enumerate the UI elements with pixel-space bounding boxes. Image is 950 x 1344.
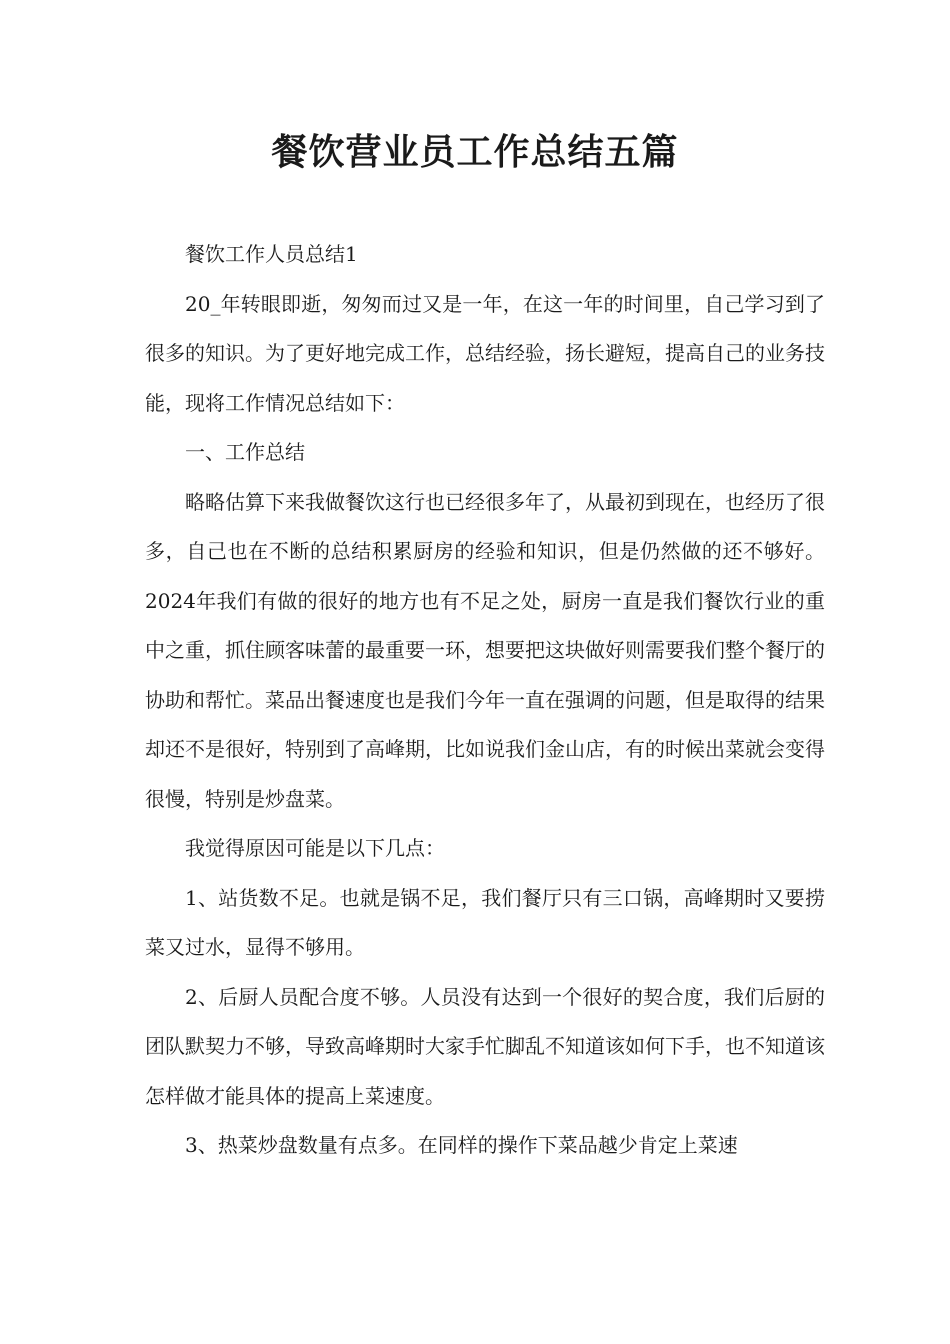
list-item: 3、热菜炒盘数量有点多。在同样的操作下菜品越少肯定上菜速 [185, 1133, 738, 1157]
list-item: 1、站货数不足。也就是锅不足，我们餐厅只有三口锅，高峰期时又要捞菜又过水，显得不够用。 [145, 885, 825, 959]
section-heading: 一、工作总结 [185, 440, 305, 464]
paragraph: 20_年转眼即逝，匆匆而过又是一年，在这一年的时间里，自己学习到了很多的知识。为了更好地完成工作，总结经验，扬长避短，提高自己的业务技能，现将工作情况总结如下： [145, 291, 825, 415]
section-heading: 餐饮工作人员总结1 [185, 242, 358, 266]
list-item: 2、后厨人员配合度不够。人员没有达到一个很好的契合度，我们后厨的团队默契力不够，导致高峰期时大家手忙脚乱不知道该如何下手，也不知道该怎样做才能具体的提高上菜速度。 [145, 984, 825, 1108]
document-body [145, 230, 825, 1171]
paragraph: 我觉得原因可能是以下几点： [185, 836, 445, 860]
document-title: 餐饮营业员工作总结五篇 [271, 132, 679, 173]
paragraph: 略略估算下来我做餐饮这行也已经很多年了，从最初到现在，也经历了很多，自己也在不断的总结积累厨房的经验和知识，但是仍然做的还不够好。2024年我们有做的很好的地方也有不足之处，厨房一直是我们餐饮行业的重中之重，抓住顾客味蕾的最重要一环，想要把这块做好则需要我们整个餐厅的协助和帮忙。菜品出餐速度也是我们今年一直在强调的问题，但是取得的结果却还不是很好，特别到了高峰期，比如说我们金山店，有的时候出菜就会变得很慢，特别是炒盘菜。 [145, 489, 825, 811]
